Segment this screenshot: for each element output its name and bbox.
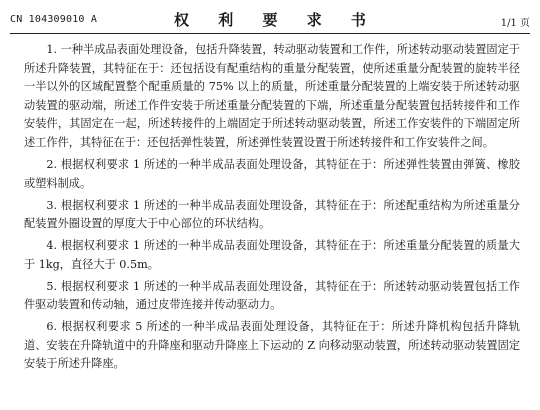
publication-number: CN 104309010 A	[10, 14, 98, 25]
claim-1: 1. 一种半成品表面处理设备，包括升降装置，转动驱动装置和工作件，所述转动驱动装置固定于所述升降装置，其特征在于：还包括设有配重结构的重量分配装置，使所述重量分配装置的旋转半径一半以外的区域配置整个配重质量的 75% 以上的质量，所述重量分配装置的上端安装于所述转动驱动装置的驱动端，所述工作件安装于所述重量分配装置的下端，所述重量分配装置包括转接件和工作安装件，其固定在一起，所述转接件的上端固定于所述转动驱动装置，所述工作安装件的下端固定所述工作件，其特征在于：还包括弹性装置，所述弹性装置设置于所述转接件和工作安装件之间。	[24, 43, 520, 149]
claim-3: 3. 根据权利要求 1 所述的一种半成品表面处理设备，其特征在于：所述配重结构为所述重量分配装置外圈设置的厚度大于中心部位的环状结构。	[24, 198, 520, 231]
claim-6: 6. 根据权利要求 5 所述的一种半成品表面处理设备，其特征在于：所述升降机构包括升降轨道、安装在升降轨道中的升降座和驱动升降座上下运动的 Z 向移动驱动装置，所述转动驱动装置固定安装于所述升降座。	[24, 320, 520, 371]
claim-5: 5. 根据权利要求 1 所述的一种半成品表面处理设备，其特征在于：所述转动驱动装置包括工作件驱动装置和传动轴，通过皮带连接并传动驱动力。	[24, 279, 520, 312]
header-divider	[10, 33, 530, 34]
claims-body	[24, 41, 520, 377]
claim-4: 4. 根据权利要求 1 所述的一种半成品表面处理设备，其特征在于：所述重量分配装置的质量大于 1kg，直径大于 0.5m。	[24, 239, 520, 271]
claim-2: 2. 根据权利要求 1 所述的一种半成品表面处理设备，其特征在于：所述弹性装置由弹簧、橡胶或塑料制成。	[24, 157, 520, 190]
page-header	[10, 6, 530, 34]
page-indicator: 1/1 页	[500, 18, 530, 29]
document-title: 权 利 要 求 书	[174, 11, 378, 29]
